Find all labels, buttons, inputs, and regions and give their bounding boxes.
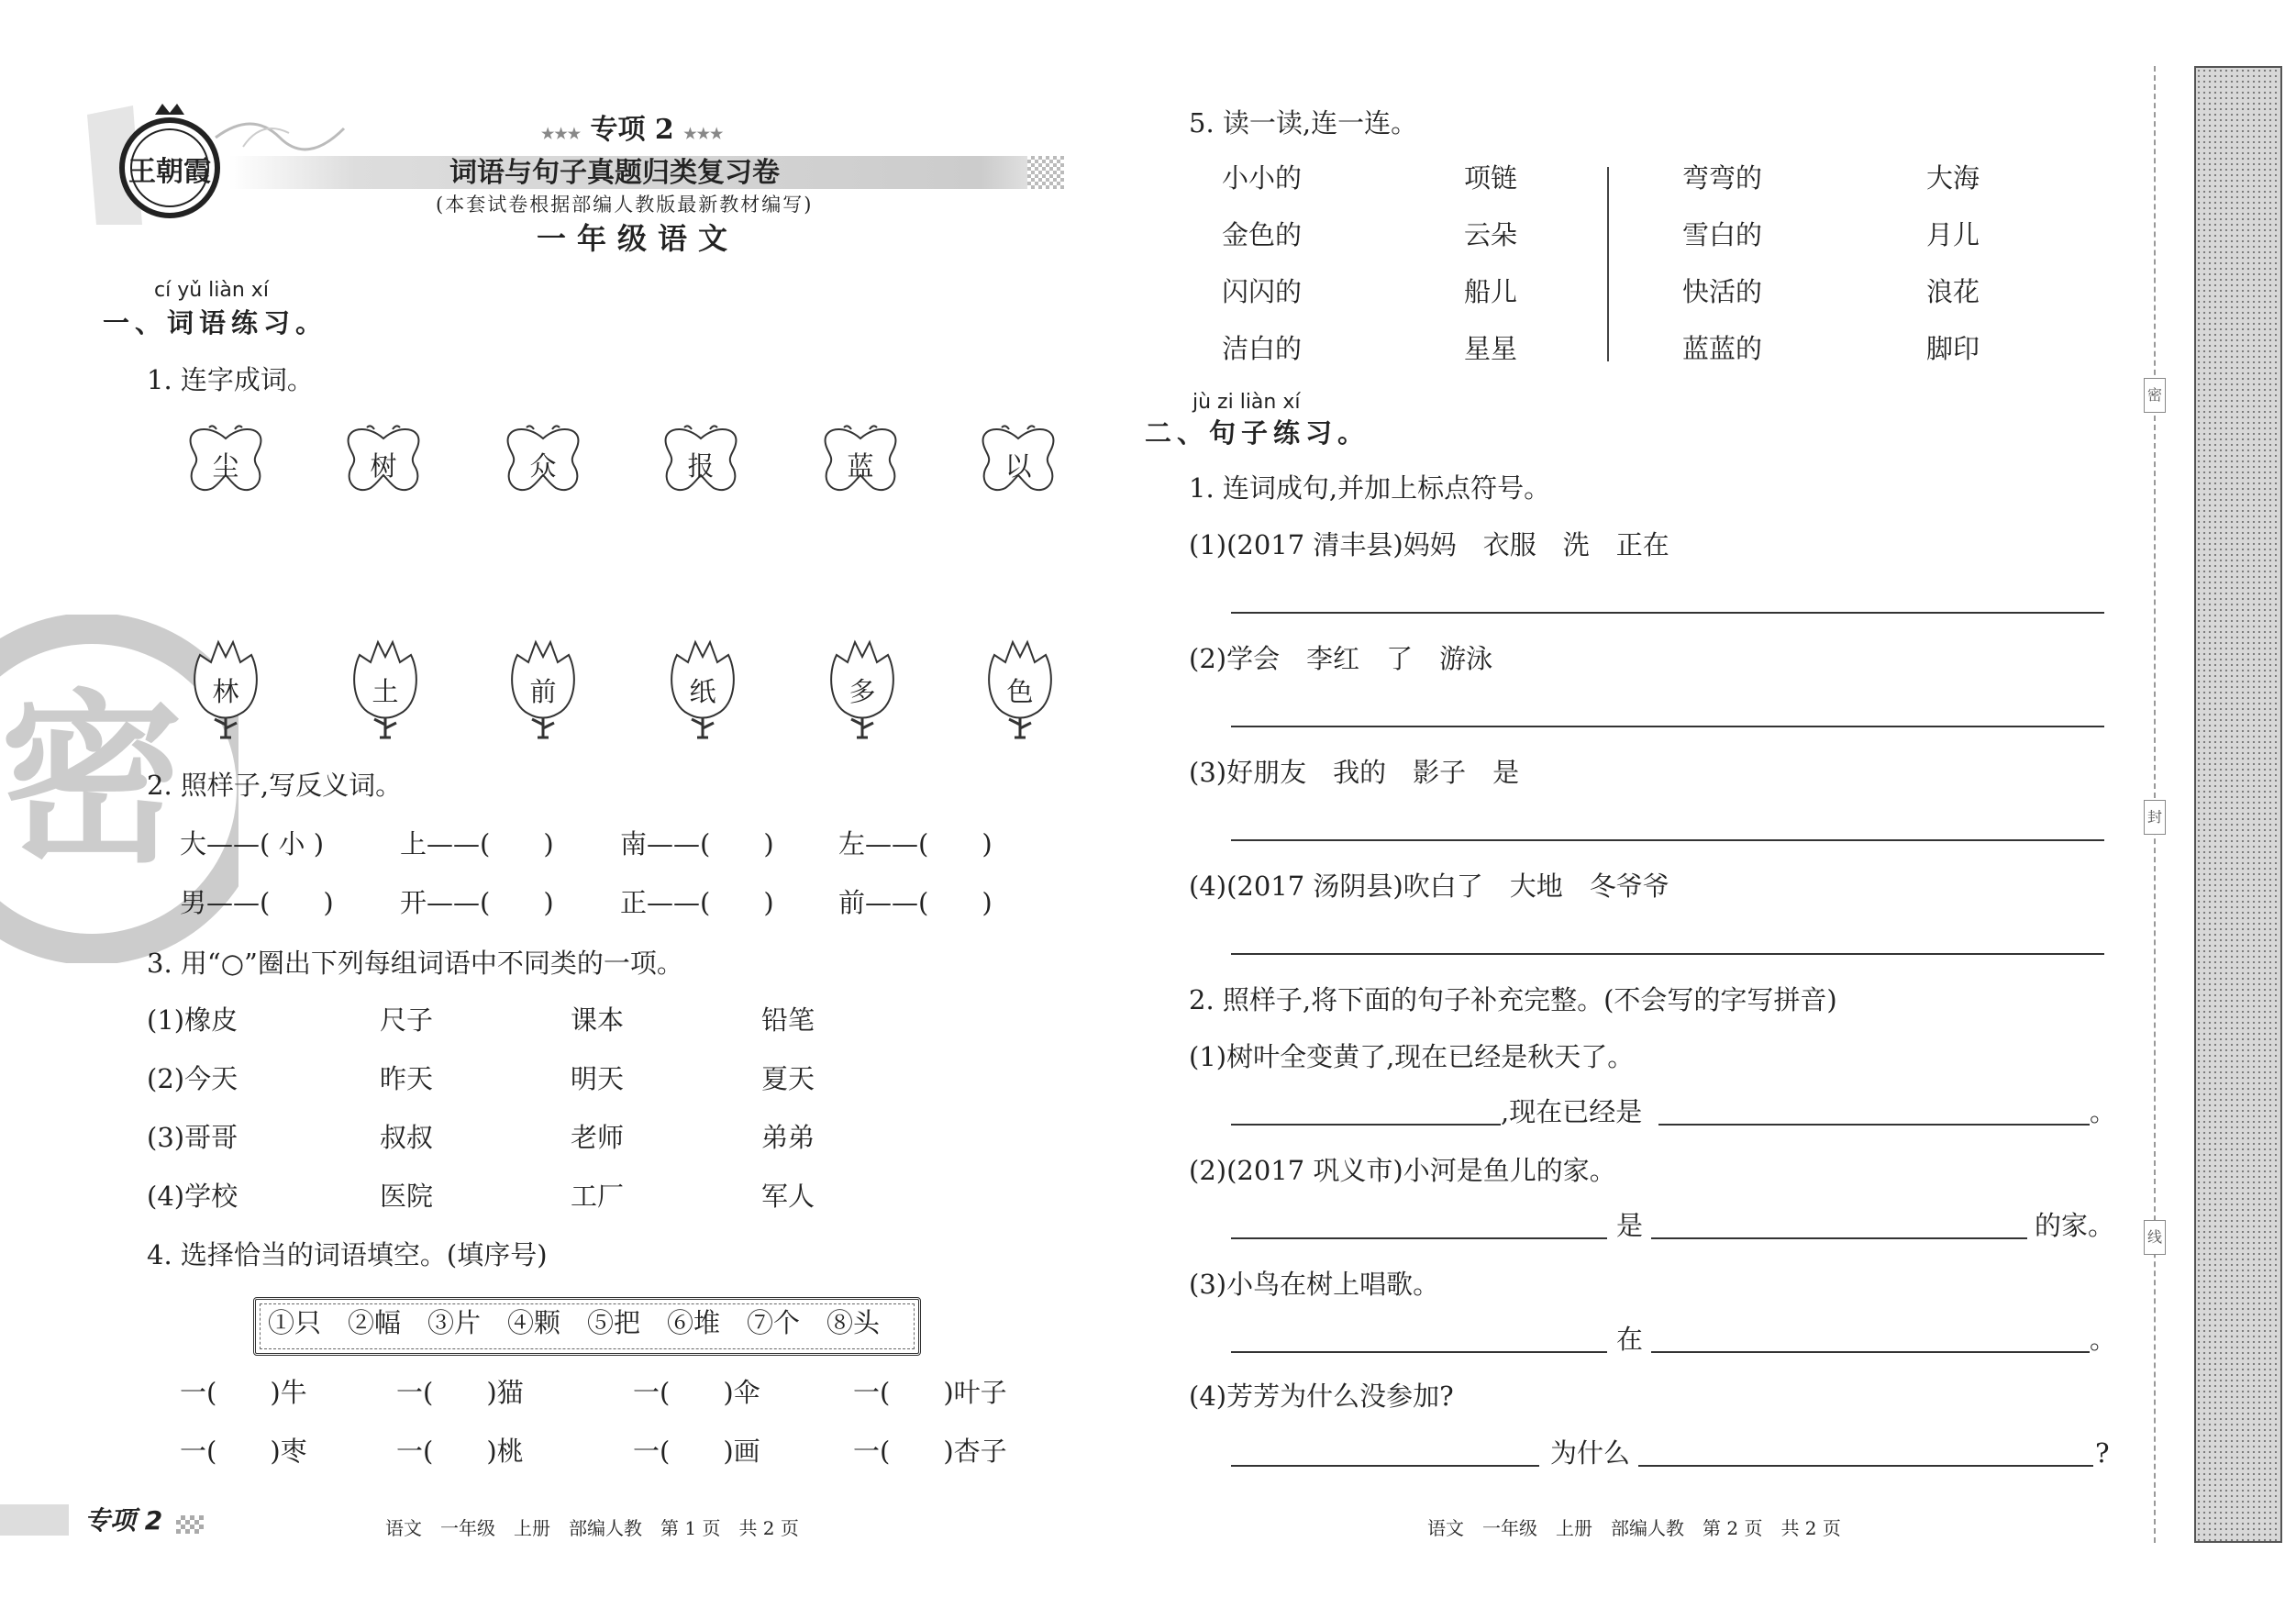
butterfly-card[interactable] <box>816 424 904 499</box>
seal-tag: 线 <box>2144 1220 2166 1255</box>
match-word[interactable]: 快活的 <box>1682 276 1763 307</box>
fill-text: 。 <box>2090 1096 2117 1127</box>
sentence-item: (1)(2017 清丰县)妈妈 衣服 洗 正在 <box>1189 529 1669 560</box>
q5-divider <box>1607 167 1609 361</box>
answer-line[interactable] <box>1231 953 2104 955</box>
butterfly-card[interactable] <box>339 424 427 499</box>
example-sentence: (1)树叶全变黄了,现在已经是秋天了。 <box>1189 1041 1635 1072</box>
butterfly-char: 树 <box>370 450 397 482</box>
q3-word[interactable]: 医院 <box>380 1181 434 1212</box>
fill-text: ,现在已经是 <box>1501 1096 1643 1127</box>
butterfly-card[interactable] <box>657 424 745 499</box>
q3-word[interactable]: 老师 <box>571 1122 625 1153</box>
q3-word[interactable]: (1)橡皮 <box>147 1004 238 1036</box>
match-word[interactable]: 脚印 <box>1926 333 1980 364</box>
q2-label: 2. 照样子,写反义词。 <box>147 770 403 801</box>
answer-line[interactable] <box>1231 1237 1607 1239</box>
tulip-card[interactable] <box>666 637 739 743</box>
match-word[interactable]: 闪闪的 <box>1222 276 1303 307</box>
measure-item[interactable]: 一( )桃 <box>396 1436 524 1467</box>
q3-word[interactable]: (4)学校 <box>147 1181 238 1212</box>
antonym-item[interactable]: 左——( ) <box>838 828 993 859</box>
fill-text: 。 <box>2090 1324 2117 1355</box>
grade-title: 一年级语文 <box>537 221 739 256</box>
answer-line[interactable] <box>1231 1465 1539 1467</box>
checker-decoration <box>1027 156 1064 189</box>
tulip-card[interactable] <box>506 637 580 743</box>
antonym-item[interactable]: 男——( ) <box>180 887 334 918</box>
match-word[interactable]: 小小的 <box>1222 162 1303 194</box>
antonym-item[interactable]: 开——( ) <box>400 887 554 918</box>
tulip-card[interactable] <box>983 637 1057 743</box>
q3-word[interactable]: 叔叔 <box>380 1122 434 1153</box>
special-label: ★★★ 专项 2 ★★★ <box>541 114 724 146</box>
example-sentence: (2)(2017 巩义市)小河是鱼儿的家。 <box>1189 1155 1616 1186</box>
seal-tag: 密 <box>2144 378 2166 413</box>
measure-item[interactable]: 一( )猫 <box>396 1377 524 1408</box>
q3-word[interactable]: (3)哥哥 <box>147 1122 238 1153</box>
answer-line[interactable] <box>1231 726 2104 727</box>
binding-stripe <box>2194 66 2282 1543</box>
tulip-char: 土 <box>372 676 399 707</box>
tulip-char: 纸 <box>689 676 716 707</box>
answer-line[interactable] <box>1231 612 2104 614</box>
sentence-item: (4)(2017 汤阴县)吹白了 大地 冬爷爷 <box>1189 871 1669 902</box>
match-word[interactable]: 星星 <box>1464 333 1518 364</box>
ribbon-decoration <box>206 101 353 183</box>
measure-item[interactable]: 一( )画 <box>633 1436 760 1467</box>
antonym-item[interactable]: 大——( 小 ) <box>180 828 325 859</box>
answer-line[interactable] <box>1231 1351 1607 1353</box>
footer-dots <box>176 1515 204 1534</box>
part2-pinyin: jù zi liàn xí <box>1192 391 1301 414</box>
footer-tag-bg <box>0 1504 69 1536</box>
answer-line[interactable] <box>1638 1465 2093 1467</box>
answer-line[interactable] <box>1658 1124 2090 1126</box>
footer-page-right: 语文 一年级 上册 部编人教 第 2 页 共 2 页 <box>1427 1517 1841 1539</box>
svg-text:密: 密 <box>0 674 184 888</box>
butterfly-card[interactable] <box>974 424 1062 499</box>
q5-label: 5. 读一读,连一连。 <box>1189 107 1418 139</box>
fill-text: 的家。 <box>2035 1210 2115 1241</box>
tulip-char: 前 <box>529 676 557 707</box>
antonym-item[interactable]: 南——( ) <box>620 828 774 859</box>
logo-emblem <box>78 96 225 234</box>
match-word[interactable]: 月儿 <box>1926 219 1980 250</box>
answer-line[interactable] <box>1231 1124 1501 1126</box>
q3-word[interactable]: 弟弟 <box>761 1122 815 1153</box>
sentence-item: (3)好朋友 我的 影子 是 <box>1189 757 1520 788</box>
measure-item[interactable]: 一( )牛 <box>180 1377 307 1408</box>
match-word[interactable]: 云朵 <box>1464 219 1518 250</box>
q3-label: 3. 用“○”圈出下列每组词语中不同类的一项。 <box>147 948 683 979</box>
butterfly-char: 以 <box>1004 450 1032 482</box>
antonym-item[interactable]: 上——( ) <box>400 828 554 859</box>
answer-line[interactable] <box>1651 1351 2090 1353</box>
logo-text: 王朝霞 <box>128 156 211 188</box>
butterfly-card[interactable] <box>499 424 587 499</box>
measure-item[interactable]: 一( )杏子 <box>853 1436 1007 1467</box>
fill-text: 是 <box>1616 1210 1644 1241</box>
footer-page-left: 语文 一年级 上册 部编人教 第 1 页 共 2 页 <box>385 1517 799 1539</box>
butterfly-char: 蓝 <box>847 450 874 482</box>
sentence-item: (2)学会 李红 了 游泳 <box>1189 643 1493 674</box>
fill-text: 在 <box>1616 1324 1644 1355</box>
part1-title: 一、词语练习。 <box>103 307 328 338</box>
tulip-char: 多 <box>849 676 876 707</box>
butterfly-card[interactable] <box>182 424 270 499</box>
q3-word[interactable]: 尺子 <box>380 1004 434 1036</box>
p2-q1-label: 1. 连词成句,并加上标点符号。 <box>1189 472 1551 504</box>
measure-item[interactable]: 一( )伞 <box>633 1377 760 1408</box>
tulip-char: 林 <box>212 676 239 707</box>
example-sentence: (3)小鸟在树上唱歌。 <box>1189 1269 1440 1300</box>
measure-item[interactable]: 一( )叶子 <box>853 1377 1007 1408</box>
example-sentence: (4)芳芳为什么没参加? <box>1189 1381 1454 1412</box>
match-word[interactable]: 蓝蓝的 <box>1682 333 1763 364</box>
match-word[interactable]: 船儿 <box>1464 276 1518 307</box>
part1-pinyin: cí yǔ liàn xí <box>154 279 269 302</box>
footer-special: 专项 2 <box>84 1505 163 1536</box>
page-title: 词语与句子真题归类复习卷 <box>449 157 780 189</box>
star-decoration-right: ★★★ <box>683 125 724 142</box>
tulip-card[interactable] <box>826 637 899 743</box>
match-word[interactable]: 金色的 <box>1222 219 1303 250</box>
match-word[interactable]: 洁白的 <box>1222 333 1303 364</box>
butterfly-char: 众 <box>529 450 557 482</box>
p2-q2-label: 2. 照样子,将下面的句子补充完整。(不会写的字写拼音) <box>1189 984 1837 1015</box>
butterfly-char: 尘 <box>212 450 239 482</box>
q3-word[interactable]: 铅笔 <box>761 1004 815 1036</box>
antonym-item[interactable]: 前——( ) <box>838 887 993 918</box>
match-word[interactable]: 大海 <box>1926 162 1980 194</box>
fill-text: ? <box>2095 1437 2110 1469</box>
q4-label: 4. 选择恰当的词语填空。(填序号) <box>147 1239 548 1270</box>
match-word[interactable]: 浪花 <box>1926 276 1980 307</box>
match-word[interactable]: 雪白的 <box>1682 219 1763 250</box>
page-subtitle: (本套试卷根据部编人教版最新教材编写) <box>436 194 814 216</box>
fill-text: 为什么 <box>1550 1437 1631 1469</box>
match-word[interactable]: 弯弯的 <box>1682 162 1763 194</box>
q3-word[interactable]: (2)今天 <box>147 1063 238 1094</box>
q3-word[interactable]: 课本 <box>571 1004 625 1036</box>
answer-line[interactable] <box>1651 1237 2027 1239</box>
q1-label: 1. 连字成词。 <box>147 364 314 395</box>
tulip-char: 色 <box>1006 676 1034 707</box>
answer-line[interactable] <box>1231 839 2104 841</box>
q3-word[interactable]: 明天 <box>571 1063 625 1094</box>
part2-title: 二、句子练习。 <box>1145 417 1370 449</box>
measure-item[interactable]: 一( )枣 <box>180 1436 307 1467</box>
star-decoration-left: ★★★ <box>541 125 582 142</box>
tulip-card[interactable] <box>189 637 262 743</box>
word-options: ①只 ②幅 ③片 ④颗 ⑤把 ⑥堆 ⑦个 ⑧头 <box>268 1307 881 1338</box>
antonym-item[interactable]: 正——( ) <box>620 887 774 918</box>
seal-tag: 封 <box>2144 800 2166 835</box>
q3-word[interactable]: 工厂 <box>571 1181 625 1212</box>
tulip-card[interactable] <box>349 637 422 743</box>
q3-word[interactable]: 军人 <box>761 1181 815 1212</box>
q3-word[interactable]: 昨天 <box>380 1063 434 1094</box>
butterfly-char: 报 <box>687 450 715 482</box>
q3-word[interactable]: 夏天 <box>761 1063 815 1094</box>
match-word[interactable]: 项链 <box>1464 162 1518 194</box>
